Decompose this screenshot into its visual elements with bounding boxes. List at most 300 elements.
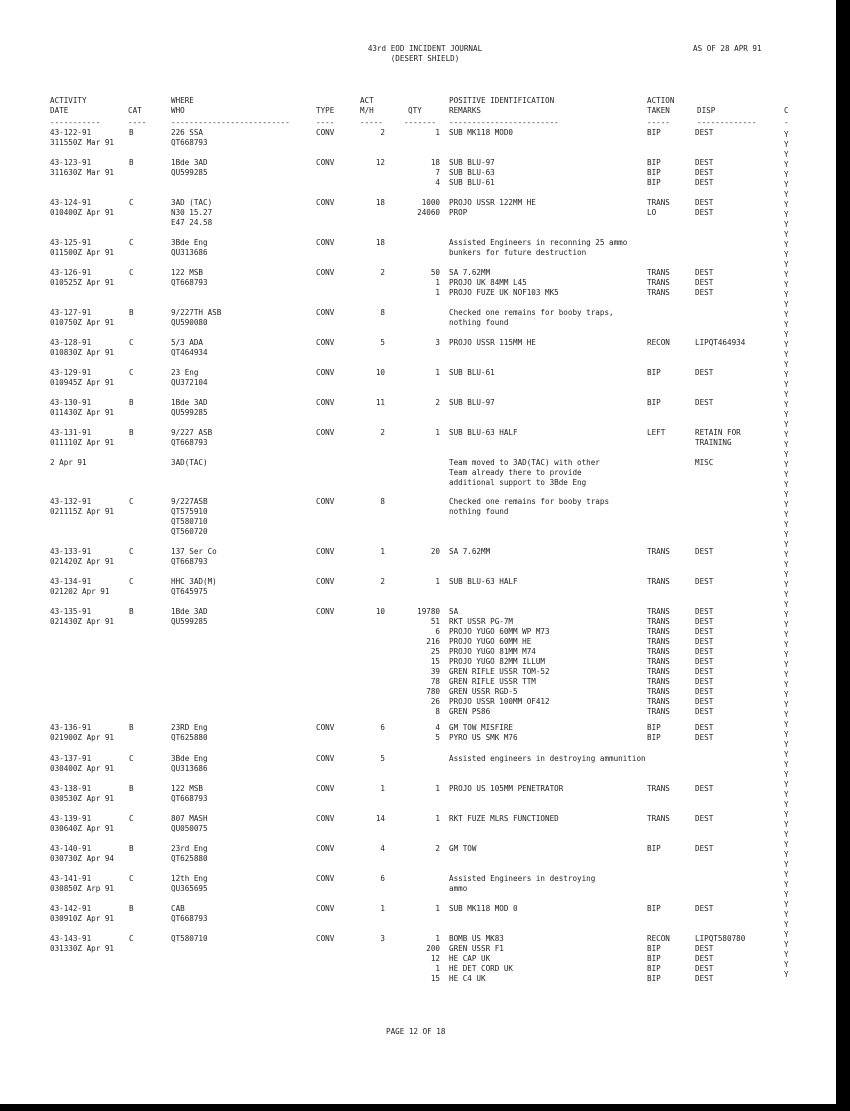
c-mark: Y (784, 650, 789, 659)
entry-act-mh: 1 (380, 784, 385, 793)
c-mark: Y (784, 360, 789, 369)
line-action-taken: TRANS (647, 627, 670, 636)
entry-where: 3Bde Eng (171, 238, 208, 247)
col-activity-label: ACTIVITY (50, 96, 87, 105)
line-disposition: DEST (695, 733, 714, 742)
line-quantity: 1 (435, 368, 440, 377)
line-quantity: 1 (435, 814, 440, 823)
c-mark: Y (784, 940, 789, 949)
c-mark: Y (784, 800, 789, 809)
line-remark: Checked one remains for booby traps (449, 497, 610, 506)
line-quantity: 1 (435, 904, 440, 913)
line-action-taken: TRANS (647, 697, 670, 706)
c-mark: Y (784, 790, 789, 799)
entry-act-mh: 4 (380, 844, 385, 853)
c-mark: Y (784, 600, 789, 609)
line-action-taken: TRANS (647, 198, 670, 207)
c-mark: Y (784, 770, 789, 779)
line-action-taken: BIP (647, 944, 661, 953)
line-remark: PROJO USSR 115MM HE (449, 338, 536, 347)
line-disposition: DEST (695, 723, 714, 732)
c-mark: Y (784, 350, 789, 359)
line-remark: HE DET CORD UK (449, 964, 514, 973)
c-mark: Y (784, 960, 789, 969)
entry-activity-id: 43-123-91 (50, 158, 92, 167)
entry-act-mh: 2 (380, 428, 385, 437)
line-disposition: DEST (695, 667, 714, 676)
entry-who: QT580710 (171, 517, 208, 526)
header-rule-type: ---- (316, 118, 335, 127)
line-remark: nothing found (449, 318, 509, 327)
c-mark: Y (784, 490, 789, 499)
entry-activity-id: 43-129-91 (50, 368, 92, 377)
entry-date: 010750Z Apr 91 (50, 318, 115, 327)
entry-type: CONV (316, 547, 335, 556)
line-remark: SA 7.62MM (449, 547, 491, 556)
line-disposition: DEST (695, 617, 714, 626)
line-action-taken: BIP (647, 964, 661, 973)
col-where-who (171, 96, 194, 116)
line-quantity: 19780 (417, 607, 440, 616)
c-mark: Y (784, 150, 789, 159)
c-mark: Y (784, 440, 789, 449)
line-remark: SUB BLU-61 (449, 368, 495, 377)
entry-activity-id: 43-126-91 (50, 268, 92, 277)
as-of-date: AS OF 28 APR 91 (693, 44, 762, 53)
c-mark: Y (784, 620, 789, 629)
col-qty: QTY (408, 106, 422, 115)
c-mark: Y (784, 590, 789, 599)
entry-type: CONV (316, 754, 335, 763)
line-remark: PROJO YUGO 60MM WP M73 (449, 627, 550, 636)
c-mark: Y (784, 420, 789, 429)
c-mark: Y (784, 200, 789, 209)
c-mark: Y (784, 460, 789, 469)
line-remark: PROJO USSR 100MM OF412 (449, 697, 550, 706)
c-mark: Y (784, 290, 789, 299)
col-act-label: ACT (360, 96, 374, 105)
entry-date: 011500Z Apr 91 (50, 248, 115, 257)
c-mark: Y (784, 250, 789, 259)
entry-type: CONV (316, 398, 335, 407)
entry-act-mh: 10 (375, 607, 385, 616)
c-mark: Y (784, 920, 789, 929)
entry-where: 1Bde 3AD (171, 398, 208, 407)
line-disposition: DEST (695, 268, 714, 277)
c-mark: Y (784, 710, 789, 719)
line-action-taken: BIP (647, 904, 661, 913)
entry-activity-id: 43-141-91 (50, 874, 92, 883)
entry-activity-id: 43-142-91 (50, 904, 92, 913)
entry-activity-id: 2 Apr 91 (50, 458, 87, 467)
c-mark: Y (784, 830, 789, 839)
entry-who: QT625880 (171, 733, 208, 742)
entry-act-mh: 14 (375, 814, 385, 823)
entry-category: C (129, 198, 134, 207)
line-action-taken: BIP (647, 168, 661, 177)
line-disposition: DEST (695, 627, 714, 636)
c-mark: Y (784, 690, 789, 699)
line-disposition: DEST (695, 964, 714, 973)
entry-activity-id: 43-134-91 (50, 577, 92, 586)
c-mark: Y (784, 670, 789, 679)
line-remark: HE CAP UK (449, 954, 491, 963)
line-disposition: DEST (695, 687, 714, 696)
entry-where: 23rd Eng (171, 844, 208, 853)
entry-category: C (129, 814, 134, 823)
line-action-taken: TRANS (647, 784, 670, 793)
line-remark: RKT USSR PG-7M (449, 617, 514, 626)
entry-type: CONV (316, 238, 335, 247)
line-disposition: DEST (695, 954, 714, 963)
col-activity-date (50, 96, 87, 116)
c-mark: Y (784, 680, 789, 689)
col-c: C (784, 106, 789, 115)
entry-category: C (129, 238, 134, 247)
c-mark: Y (784, 180, 789, 189)
c-mark: Y (784, 520, 789, 529)
col-who-label: WHO (171, 106, 185, 115)
line-remark: SUB BLU-61 (449, 178, 495, 187)
line-quantity: 200 (426, 944, 440, 953)
line-remark: PROJO YUGO 82MM ILLUM (449, 657, 546, 666)
line-action-taken: BIP (647, 158, 661, 167)
line-disposition: DEST (695, 577, 714, 586)
line-quantity: 1 (435, 128, 440, 137)
line-disposition: DEST (695, 944, 714, 953)
line-action-taken: BIP (647, 723, 661, 732)
entry-date: 311550Z Mar 91 (50, 138, 115, 147)
entry-date: 030400Z Apr 91 (50, 764, 115, 773)
entry-act-mh: 2 (380, 128, 385, 137)
line-quantity: 1 (435, 278, 440, 287)
col-mh-label: M/H (360, 106, 374, 115)
line-disposition: RETAIN FOR (695, 428, 741, 437)
line-disposition: DEST (695, 398, 714, 407)
entry-type: CONV (316, 934, 335, 943)
entry-act-mh: 3 (380, 934, 385, 943)
line-remark: SA 7.62MM (449, 268, 491, 277)
entry-where: 122 MSB (171, 268, 204, 277)
c-mark: Y (784, 870, 789, 879)
header-rule-positive-id: ------------------------ (449, 118, 559, 127)
entry-who: QU372104 (171, 378, 208, 387)
line-remark: SUB BLU-97 (449, 398, 495, 407)
line-quantity: 2 (435, 398, 440, 407)
entry-who: QT668793 (171, 278, 208, 287)
line-action-taken: BIP (647, 733, 661, 742)
line-action-taken: BIP (647, 128, 661, 137)
line-action-taken: TRANS (647, 617, 670, 626)
line-disposition: DEST (695, 158, 714, 167)
line-action-taken: RECON (647, 338, 670, 347)
entry-date: 021430Z Apr 91 (50, 617, 115, 626)
entry-category: C (129, 497, 134, 506)
entry-date: 030730Z Apr 94 (50, 854, 115, 863)
line-disposition: DEST (695, 637, 714, 646)
entry-type: CONV (316, 904, 335, 913)
line-disposition: DEST (695, 278, 714, 287)
entry-category: C (129, 577, 134, 586)
col-cat: CAT (128, 106, 142, 115)
entry-who: QT668793 (171, 557, 208, 566)
line-remark: HE C4 UK (449, 974, 486, 983)
c-mark: Y (784, 610, 789, 619)
entry-type: CONV (316, 844, 335, 853)
line-disposition: DEST (695, 904, 714, 913)
entry-act-mh: 8 (380, 308, 385, 317)
entry-where: 23RD Eng (171, 723, 208, 732)
line-remark: GREN PS86 (449, 707, 491, 716)
entry-who: QU050075 (171, 824, 208, 833)
entry-category: B (129, 784, 134, 793)
entry-type: CONV (316, 338, 335, 347)
c-mark: Y (784, 370, 789, 379)
entry-who: QU365695 (171, 884, 208, 893)
c-mark: Y (784, 540, 789, 549)
line-remark: RKT FUZE MLRS FUNCTIONED (449, 814, 559, 823)
entry-who: QU599285 (171, 408, 208, 417)
line-disposition: DEST (695, 784, 714, 793)
entry-who: QT645975 (171, 587, 208, 596)
c-mark: Y (784, 160, 789, 169)
entry-type: CONV (316, 814, 335, 823)
c-mark: Y (784, 380, 789, 389)
entry-category: B (129, 904, 134, 913)
scan-border-right (836, 0, 850, 1111)
entry-type: CONV (316, 874, 335, 883)
line-quantity: 216 (426, 637, 440, 646)
c-mark: Y (784, 750, 789, 759)
entry-type: CONV (316, 577, 335, 586)
c-mark: Y (784, 860, 789, 869)
entry-who: QT575910 (171, 507, 208, 516)
c-mark: Y (784, 270, 789, 279)
c-mark: Y (784, 470, 789, 479)
entry-date: 030640Z Apr 91 (50, 824, 115, 833)
entry-date: 010400Z Apr 91 (50, 208, 115, 217)
entry-type: CONV (316, 368, 335, 377)
line-quantity: 39 (430, 667, 440, 676)
page-number: PAGE 12 OF 18 (386, 1027, 446, 1036)
entry-where: QT580710 (171, 934, 208, 943)
line-quantity: 4 (435, 723, 440, 732)
entry-where: 1Bde 3AD (171, 607, 208, 616)
entry-category: B (129, 308, 134, 317)
line-quantity: 26 (430, 697, 440, 706)
line-action-taken: BIP (647, 398, 661, 407)
c-mark: Y (784, 500, 789, 509)
line-quantity: 24060 (417, 208, 440, 217)
entry-category: C (129, 368, 134, 377)
entry-date: 021900Z Apr 91 (50, 733, 115, 742)
line-quantity: 1 (435, 577, 440, 586)
header-rule-where: -------------------------- (171, 118, 290, 127)
line-quantity: 1 (435, 964, 440, 973)
entry-where: 3AD (TAC) (171, 198, 213, 207)
entry-act-mh: 1 (380, 547, 385, 556)
entry-who: QT668793 (171, 794, 208, 803)
line-action-taken: BIP (647, 178, 661, 187)
entry-where: 807 MASH (171, 814, 208, 823)
c-mark: Y (784, 780, 789, 789)
entry-activity-id: 43-125-91 (50, 238, 92, 247)
line-quantity: 15 (430, 657, 440, 666)
entry-category: C (129, 268, 134, 277)
entry-category: C (129, 547, 134, 556)
line-quantity: 1 (435, 288, 440, 297)
entry-date: 010525Z Apr 91 (50, 278, 115, 287)
entry-act-mh: 1 (380, 904, 385, 913)
entry-act-mh: 18 (375, 198, 385, 207)
header-rule-cat: ---- (128, 118, 147, 127)
line-disposition: DEST (695, 547, 714, 556)
line-disposition: DEST (695, 198, 714, 207)
line-action-taken: TRANS (647, 647, 670, 656)
entry-where: 137 Ser Co (171, 547, 217, 556)
c-mark: Y (784, 580, 789, 589)
c-mark: Y (784, 630, 789, 639)
entry-where: 3AD(TAC) (171, 458, 208, 467)
entry-act-mh: 2 (380, 268, 385, 277)
line-remark: PROJO YUGO 60MM HE (449, 637, 532, 646)
entry-category: C (129, 874, 134, 883)
col-date-label: DATE (50, 106, 69, 115)
entry-type: CONV (316, 158, 335, 167)
entry-activity-id: 43-137-91 (50, 754, 92, 763)
line-remark: SA (449, 607, 459, 616)
entry-act-mh: 10 (375, 368, 385, 377)
line-quantity: 1 (435, 428, 440, 437)
line-quantity: 18 (430, 158, 440, 167)
line-disposition: DEST (695, 647, 714, 656)
line-remark: GREN RIFLE USSR TOM-52 (449, 667, 550, 676)
entry-where: CAB (171, 904, 185, 913)
c-mark: Y (784, 640, 789, 649)
line-action-taken: BIP (647, 368, 661, 377)
line-quantity: 7 (435, 168, 440, 177)
entry-type: CONV (316, 268, 335, 277)
header-rule-qty: ------- (404, 118, 437, 127)
line-remark: SUB BLU-63 HALF (449, 577, 518, 586)
line-remark: GREN USSR F1 (449, 944, 504, 953)
line-disposition: TRAINING (695, 438, 732, 447)
c-mark: Y (784, 730, 789, 739)
entry-type: CONV (316, 784, 335, 793)
line-action-taken: TRANS (647, 637, 670, 646)
entry-activity-id: 43-128-91 (50, 338, 92, 347)
line-remark: GM TOW MISFIRE (449, 723, 514, 732)
entry-category: B (129, 128, 134, 137)
entry-where: 12th Eng (171, 874, 208, 883)
line-quantity: 1 (435, 934, 440, 943)
line-quantity: 12 (430, 954, 440, 963)
c-mark: Y (784, 330, 789, 339)
line-remark: PROJO YUGO 81MM M74 (449, 647, 536, 656)
entry-date: 021202 Apr 91 (50, 587, 110, 596)
entry-act-mh: 5 (380, 338, 385, 347)
line-remark: SUB BLU-97 (449, 158, 495, 167)
entry-act-mh: 18 (375, 238, 385, 247)
line-disposition: DEST (695, 697, 714, 706)
entry-where: 122 MSB (171, 784, 204, 793)
line-remark: Assisted Engineers in destroying (449, 874, 596, 883)
entry-date: 011110Z Apr 91 (50, 438, 115, 447)
entry-who: QT625880 (171, 854, 208, 863)
line-quantity: 3 (435, 338, 440, 347)
line-action-taken: TRANS (647, 814, 670, 823)
line-quantity: 78 (430, 677, 440, 686)
entry-act-mh: 8 (380, 497, 385, 506)
line-remark: additional support to 3Bde Eng (449, 478, 587, 487)
c-mark: Y (784, 400, 789, 409)
c-mark: Y (784, 560, 789, 569)
entry-who: E47 24.58 (171, 218, 213, 227)
c-mark: Y (784, 530, 789, 539)
line-action-taken: TRANS (647, 677, 670, 686)
col-positive-id-label: POSITIVE IDENTIFICATION (449, 96, 555, 105)
col-where-label: WHERE (171, 96, 194, 105)
journal-title (340, 44, 510, 64)
line-quantity: 25 (430, 647, 440, 656)
line-action-taken: TRANS (647, 607, 670, 616)
line-remark: SUB MK118 MOD 0 (449, 904, 518, 913)
line-action-taken: TRANS (647, 288, 670, 297)
entry-where: 9/227ASB (171, 497, 208, 506)
line-remark: PROP (449, 208, 468, 217)
line-action-taken: BIP (647, 844, 661, 853)
header-rule-activity: ----------- (50, 118, 101, 127)
line-action-taken: TRANS (647, 278, 670, 287)
entry-who: QT668793 (171, 438, 208, 447)
entry-who: QU599285 (171, 168, 208, 177)
c-mark: Y (784, 190, 789, 199)
line-disposition: DEST (695, 208, 714, 217)
c-mark: Y (784, 890, 789, 899)
line-disposition: DEST (695, 707, 714, 716)
c-mark: Y (784, 340, 789, 349)
col-remarks-label: REMARKS (449, 106, 482, 115)
line-action-taken: TRANS (647, 268, 670, 277)
line-remark: SUB BLU-63 (449, 168, 495, 177)
entry-where: HHC 3AD(M) (171, 577, 217, 586)
entry-date: 011430Z Apr 91 (50, 408, 115, 417)
entry-category: B (129, 844, 134, 853)
c-mark: Y (784, 310, 789, 319)
col-type: TYPE (316, 106, 335, 115)
c-mark: Y (784, 840, 789, 849)
line-action-taken: LEFT (647, 428, 666, 437)
line-remark: Checked one remains for booby traps, (449, 308, 614, 317)
c-mark: Y (784, 430, 789, 439)
line-action-taken: RECON (647, 934, 670, 943)
col-disp: DISP (697, 106, 716, 115)
entry-category: C (129, 338, 134, 347)
c-mark: Y (784, 810, 789, 819)
entry-activity-id: 43-132-91 (50, 497, 92, 506)
c-mark: Y (784, 410, 789, 419)
c-mark: Y (784, 390, 789, 399)
c-mark: Y (784, 930, 789, 939)
line-quantity: 2 (435, 844, 440, 853)
c-mark: Y (784, 210, 789, 219)
entry-where: 226 SSA (171, 128, 204, 137)
c-mark: Y (784, 900, 789, 909)
c-mark: Y (784, 950, 789, 959)
journal-title-line1: 43rd EOD INCIDENT JOURNAL (367, 44, 483, 53)
line-disposition: DEST (695, 974, 714, 983)
line-quantity: 1000 (421, 198, 440, 207)
